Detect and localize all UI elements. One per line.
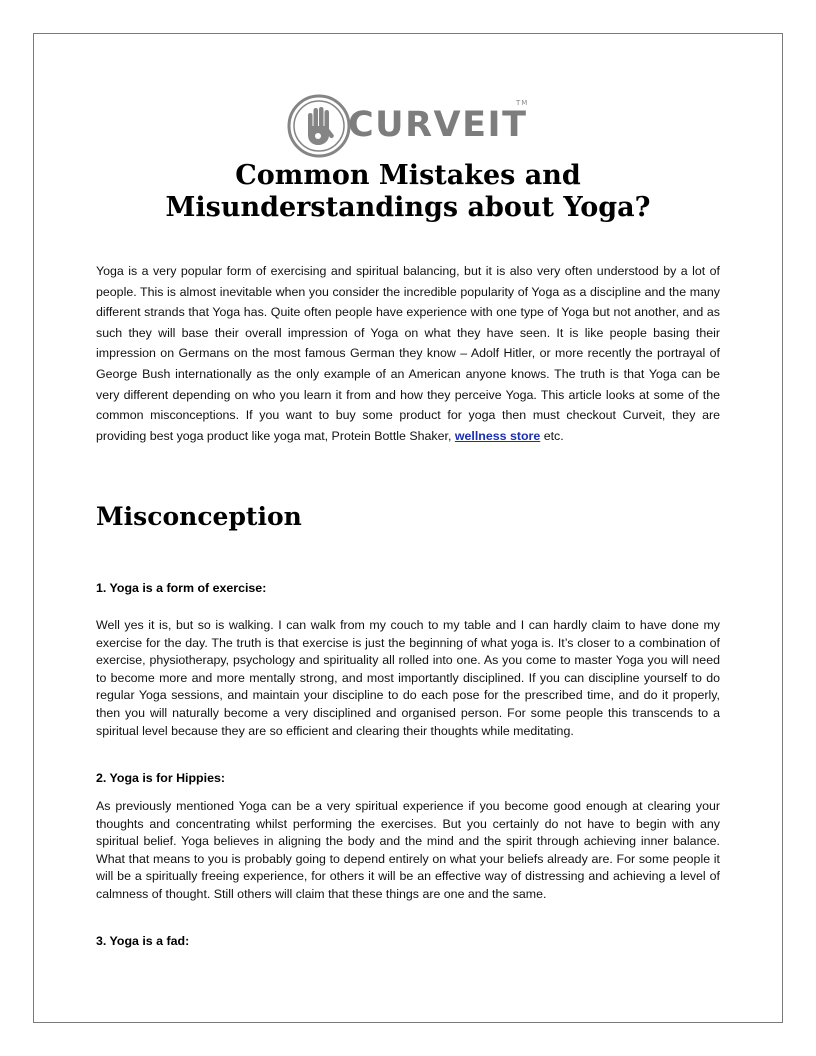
hand-circle-logo-icon [286, 93, 352, 159]
item-3-heading: 3. Yoga is a fad: [96, 934, 190, 948]
wellness-store-link[interactable]: wellness store [454, 428, 541, 443]
intro-suffix: etc. [540, 428, 564, 443]
item-1-paragraph: Well yes it is, but so is walking. I can walk from my couch to my table and I can hardly claim to have done my exercise for the day. The truth is that exercise is just the beginning of what yoga is. It’s closer to a combination of exercise, physiotherapy, psychology and spirituality all rolled into one. As you come to master Yoga you will need to become more and more mentally strong, and most importantly disciplined. If you can discipline yourself to do regular Yoga sessions, and maintain your discipline to do each pose for the prescribed time, and do it properly, then you will naturally become a very disciplined and organised person. For some people this transcends to a spiritual level because they are so efficient and clearing their thoughts while meditating. [96, 618, 720, 738]
intro-text: Yoga is a very popular form of exercising and spiritual balancing, but it is also very often understood by a lot of people. This is almost inevitable when you consider the incredible popularity of Yoga as a discipline and the many different strands that Yoga has. Quite often people have experience with one type of Yoga but not another, and as such they will base their overall impression of Yoga on what they have seen. It is like people basing their impression on Germans on the most famous German they know – Adolf Hitler, or more recently the portrayal of George Bush internationally as the only example of an American anyone knows. The truth is that Yoga can be very different depending on who you learn it from and how they perceive Yoga. This article looks at some of the common misconceptions. If you want to buy some product for yoga then must checkout Curveit, they are providing best yoga product like yoga mat, Protein Bottle Shaker, [96, 264, 720, 443]
item-2-paragraph: As previously mentioned Yoga can be a very spiritual experience if you become good enough at clearing your thoughts and concentrating whilst performing the exercises. But you certainly do not have to begin with any spiritual belief. Yoga believes in aligning the body and the mind and the spirit through achieving inner balance. What that means to you is probably going to depend entirely on what your beliefs already are. For some people it will be a spiritually freeing experience, for others it will be an effective way of distressing and achieving a level of calmness of thought. Still others will claim that these things are one and the same. [96, 799, 720, 901]
item-2-heading: 2. Yoga is for Hippies: [96, 771, 225, 785]
page-title: Common Mistakes and Misunderstandings about Yoga? [165, 160, 651, 223]
trademark-mark: TM [516, 99, 529, 107]
intro-paragraph [96, 261, 720, 446]
brand-logo [286, 93, 536, 161]
section-title: Misconception [96, 502, 302, 531]
item-1-heading: 1. Yoga is a form of exercise: [96, 581, 267, 595]
brand-name: CURVEIT [348, 105, 528, 145]
